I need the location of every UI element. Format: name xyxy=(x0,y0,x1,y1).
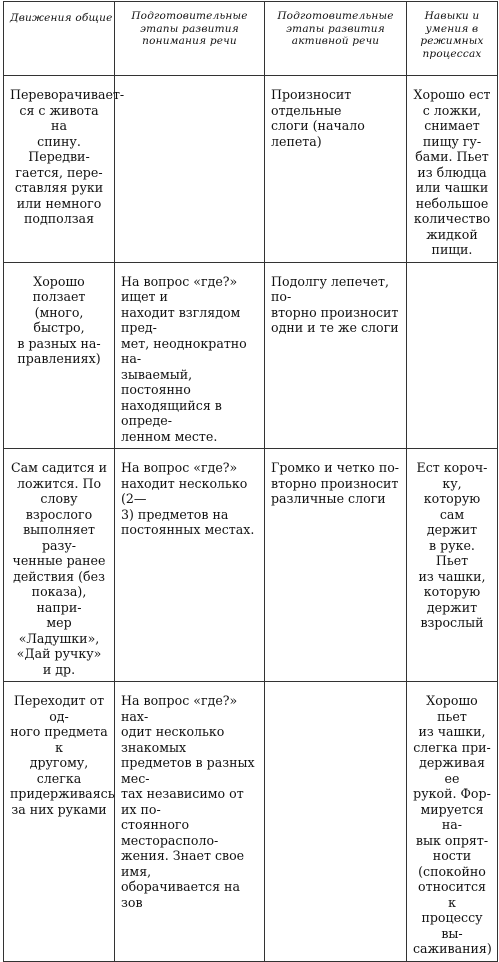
cell-speech-understanding: На вопрос «где?» ищет и находит взглядом пред- мет, неоднократно на- зываемый, постоянно находящийся в опреде- ленном месте. xyxy=(115,262,265,449)
cell-routine-skills: Хорошо пьет из чашки, слегка при- держивая ее рукой. Фор- мируется на- вык опрят- ности (спокойно относится к процессу вы- саживания) xyxy=(407,682,498,962)
header-general-movements: Движения общие xyxy=(4,2,115,76)
header-routine-skills: Навыки и умения в режимных процессах xyxy=(407,2,498,76)
document-page xyxy=(3,1,497,956)
table-row xyxy=(4,449,498,682)
cell-routine-skills: Хорошо ест с ложки, снимает пищу гу- бами. Пьет из блюдца или чашки небольшое количество жидкой пищи. xyxy=(407,76,498,263)
cell-active-speech: Громко и четко по- вторно произносит различные слоги xyxy=(265,449,407,682)
cell-general-movements: Переходит от од- ного предмета к другому, слегка придерживаясь за них руками xyxy=(4,682,115,962)
header-row xyxy=(4,2,498,76)
cell-routine-skills: Ест короч- ку, которую сам держит в руке. Пьет из чашки, которую держит взрослый xyxy=(407,449,498,682)
table-row xyxy=(4,682,498,962)
cell-speech-understanding: На вопрос «где?» нах- одит несколько знакомых предметов в разных мес- тах независимо от их по- стоянного месторасполо- жения. Знает свое имя, оборачивается на зов xyxy=(115,682,265,962)
cell-active-speech: Подолгу лепечет, по- вторно произносит одни и те же слоги xyxy=(265,262,407,449)
cell-speech-understanding: На вопрос «где?» находит несколько (2— 3) предметов на постоянных местах. xyxy=(115,449,265,682)
cell-active-speech xyxy=(265,682,407,962)
cell-general-movements: Переворачивает- ся с живота на спину. Передви- гается, пере- ставляя руки или немного подползая xyxy=(4,76,115,263)
cell-general-movements: Хорошо ползает (много, быстро, в разных на- правлениях) xyxy=(4,262,115,449)
cell-active-speech: Произносит отдельные слоги (начало лепета) xyxy=(265,76,407,263)
header-speech-understanding: Подготовительные этапы развития понимания речи xyxy=(115,2,265,76)
table-row xyxy=(4,262,498,449)
cell-general-movements: Сам садится и ложится. По слову взрослого выполняет разу- ченные ранее действия (без показа), напри- мер «Ладушки», «Дай ручку» и др. xyxy=(4,449,115,682)
development-table xyxy=(3,1,498,962)
cell-speech-understanding xyxy=(115,76,265,263)
table-row xyxy=(4,76,498,263)
header-active-speech: Подготовительные этапы развития активной речи xyxy=(265,2,407,76)
cell-routine-skills xyxy=(407,262,498,449)
